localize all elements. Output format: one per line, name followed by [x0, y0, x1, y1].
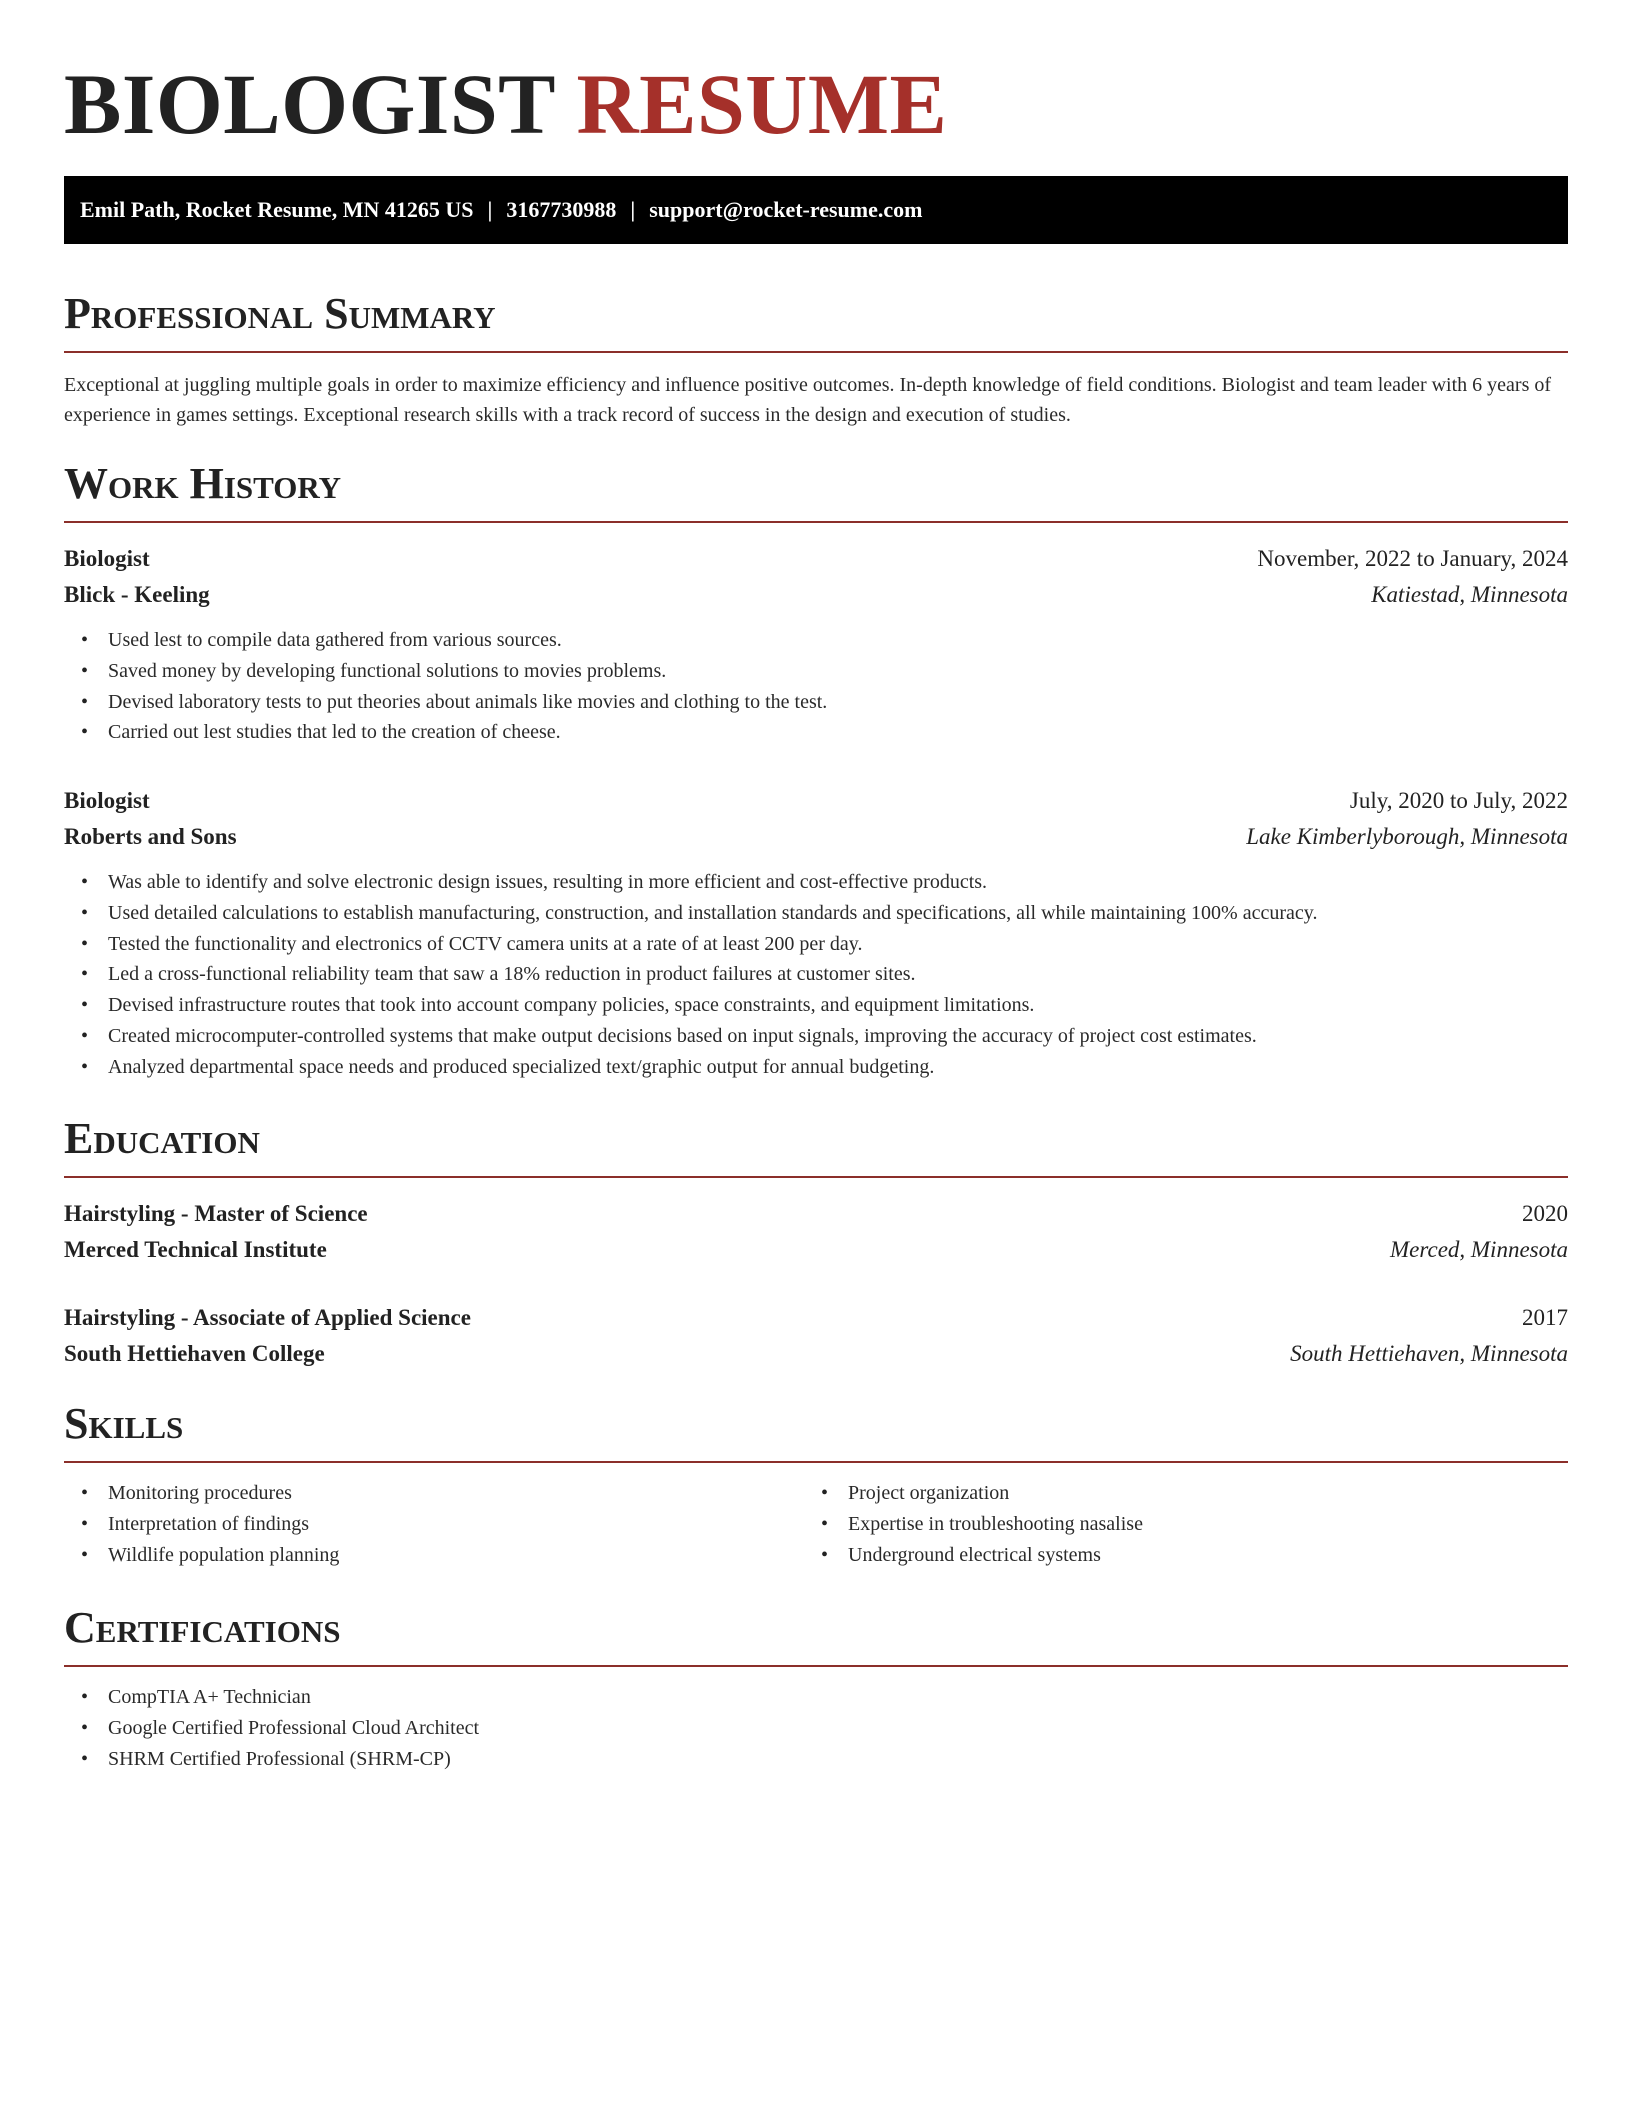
job-location: Katiestad, Minnesota — [1371, 582, 1568, 607]
job-location: Lake Kimberlyborough, Minnesota — [1246, 824, 1568, 849]
skills-list-left — [64, 1478, 339, 1570]
contact-separator: | — [487, 197, 493, 222]
section-divider — [64, 351, 1568, 353]
contact-bar — [64, 176, 1568, 244]
job-bullets — [64, 867, 1317, 1083]
job-company: Roberts and Sons — [64, 824, 237, 849]
section-divider — [64, 521, 1568, 523]
certifications-list — [64, 1682, 479, 1774]
education-school: South Hettiehaven College — [64, 1341, 325, 1366]
education-school-row — [64, 1336, 1568, 1372]
section-title-skills: Skills — [64, 1399, 184, 1448]
list-item: • Created microcomputer-controlled systems that make output decisions based on input signals, improving the accuracy of project cost estimates. — [64, 1021, 1317, 1052]
job-company: Blick - Keeling — [64, 582, 210, 607]
job-dates: July, 2020 to July, 2022 — [1349, 788, 1568, 813]
title-main: BIOLOGIST — [64, 56, 555, 152]
job-title-row — [64, 783, 1568, 819]
list-item: • Used lest to compile data gathered from various sources. — [64, 625, 827, 656]
education-degree: Hairstyling - Associate of Applied Science — [64, 1305, 471, 1330]
education-degree-row — [64, 1196, 1568, 1232]
education-year: 2020 — [1522, 1201, 1568, 1226]
list-item: • Underground electrical systems — [804, 1540, 1143, 1571]
section-title-education: Education — [64, 1114, 260, 1163]
contact-phone[interactable]: 3167730988 — [506, 197, 617, 222]
job-company-row — [64, 819, 1568, 855]
list-item: • Devised laboratory tests to put theories about animals like movies and clothing to the test. — [64, 687, 827, 718]
list-item: • SHRM Certified Professional (SHRM-CP) — [64, 1744, 479, 1775]
education-school-row — [64, 1232, 1568, 1268]
job-title: Biologist — [64, 788, 150, 813]
list-item: • Led a cross-functional reliability team that saw a 18% reduction in product failures at customer sites. — [64, 959, 1317, 990]
list-item: • Analyzed departmental space needs and produced specialized text/graphic output for annual budgeting. — [64, 1052, 1317, 1083]
list-item: • Project organization — [804, 1478, 1143, 1509]
education-degree-row — [64, 1300, 1568, 1336]
education-location: South Hettiehaven, Minnesota — [1290, 1341, 1568, 1366]
contact-address: Emil Path, Rocket Resume, MN 41265 US — [80, 197, 474, 222]
list-item: • Interpretation of findings — [64, 1509, 339, 1540]
job-title: Biologist — [64, 546, 150, 571]
skills-list-right — [804, 1478, 1143, 1570]
section-title-work-history: Work History — [64, 459, 342, 508]
list-item: • Devised infrastructure routes that took into account company policies, space constraints, and equipment limitations. — [64, 990, 1317, 1021]
job-bullets — [64, 625, 827, 748]
list-item: • Expertise in troubleshooting nasalise — [804, 1509, 1143, 1540]
education-year: 2017 — [1522, 1305, 1568, 1330]
resume-title — [64, 58, 947, 150]
list-item: • Carried out lest studies that led to the creation of cheese. — [64, 717, 827, 748]
list-item: • Monitoring procedures — [64, 1478, 339, 1509]
summary-text: Exceptional at juggling multiple goals in order to maximize efficiency and influence positive outcomes. In-depth knowledge of field conditions. Biologist and team leader with 6 years of experience in games settings. Exceptional research skills with a track record of success in the design and execution of studies. — [64, 374, 1552, 426]
job-title-row — [64, 541, 1568, 577]
job-dates: November, 2022 to January, 2024 — [1257, 546, 1568, 571]
section-divider — [64, 1461, 1568, 1463]
job-company-row — [64, 577, 1568, 613]
list-item: • Used detailed calculations to establish manufacturing, construction, and installation standards and specifications, all while maintaining 100% accuracy. — [64, 898, 1317, 929]
education-location: Merced, Minnesota — [1390, 1237, 1568, 1262]
section-divider — [64, 1176, 1568, 1178]
contact-separator: | — [630, 197, 636, 222]
section-divider — [64, 1665, 1568, 1667]
title-accent: RESUME — [576, 56, 948, 152]
contact-email[interactable]: support@rocket-resume.com — [649, 197, 923, 222]
list-item: • Was able to identify and solve electronic design issues, resulting in more efficient and cost-effective products. — [64, 867, 1317, 898]
section-title-certifications: Certifications — [64, 1603, 341, 1652]
list-item: • Wildlife population planning — [64, 1540, 339, 1571]
list-item: • Saved money by developing functional solutions to movies problems. — [64, 656, 827, 687]
list-item: • Tested the functionality and electronics of CCTV camera units at a rate of at least 200 per day. — [64, 929, 1317, 960]
list-item: • Google Certified Professional Cloud Architect — [64, 1713, 479, 1744]
section-title-summary: Professional Summary — [64, 289, 496, 338]
education-degree: Hairstyling - Master of Science — [64, 1201, 368, 1226]
list-item: • CompTIA A+ Technician — [64, 1682, 479, 1713]
education-school: Merced Technical Institute — [64, 1237, 327, 1262]
